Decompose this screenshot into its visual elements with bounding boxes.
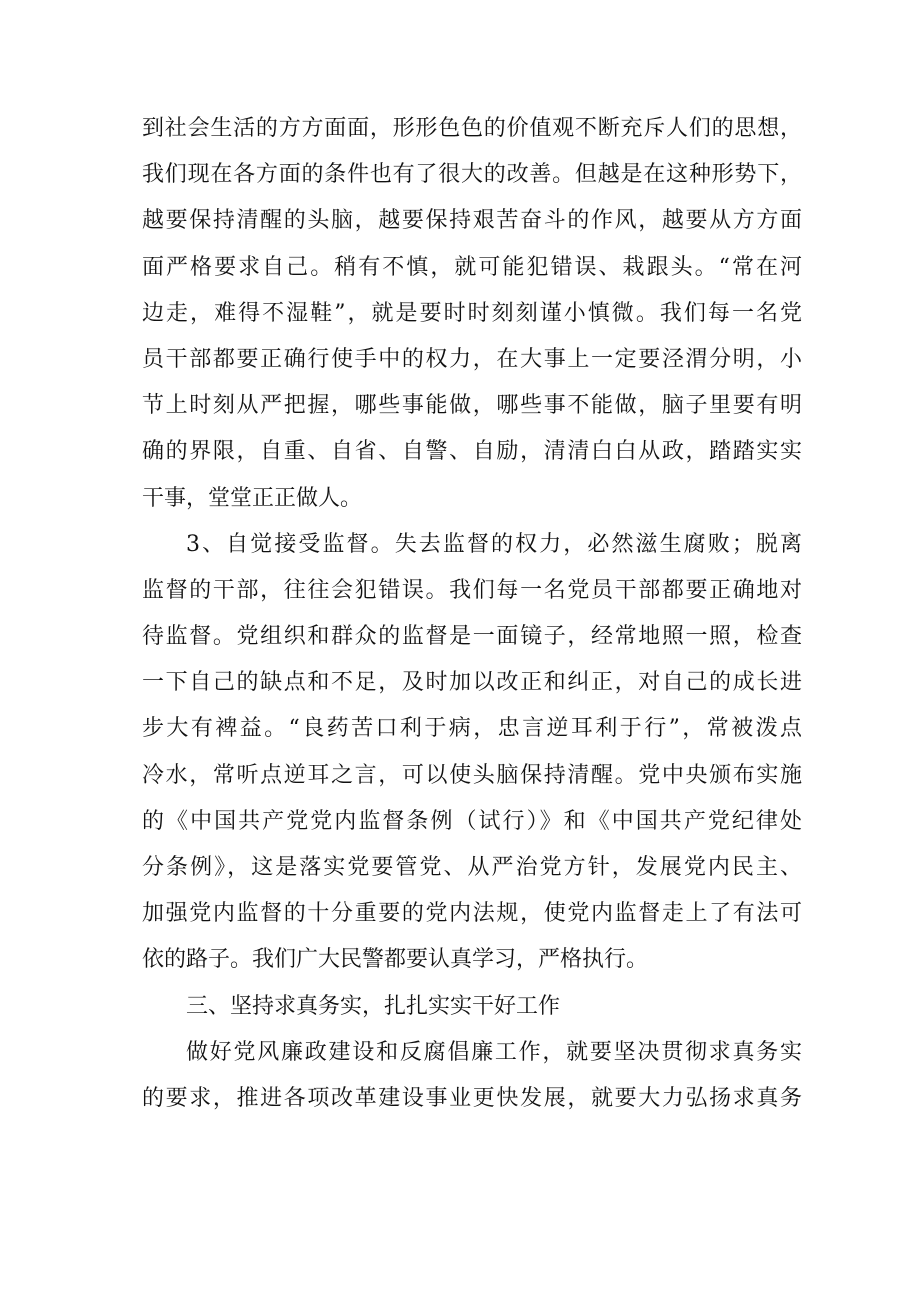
text-line: 的要求，推进各项改革建设事业更快发展，就要大力弘扬求真务 <box>142 1085 802 1111</box>
text-line: 越要保持清醒的头脑，越要保持艰苦奋斗的作风，越要从方方面 <box>142 208 802 234</box>
text-line: 边走，难得不湿鞋”，就是要时时刻刻谨小慎微。我们每一名党 <box>142 300 802 326</box>
text-line: 加强党内监督的十分重要的党内法规，使党内监督走上了有法可 <box>142 901 802 927</box>
text-line: 的《中国共产党党内监督条例（试行）》和《中国共产党纪律处 <box>142 808 802 834</box>
paragraph-end-line: 干事，堂堂正正做人。 <box>142 485 363 511</box>
text-line: 分条例》，这是落实党要管党、从严治党方针，发展党内民主、 <box>142 855 802 880</box>
text-line: 监督的干部，往往会犯错误。我们每一名党员干部都要正确地对 <box>142 577 802 603</box>
text-line: 一下自己的缺点和不足，及时加以改正和纠正，对自己的成长进 <box>142 670 802 696</box>
paragraph-end-line: 依的路子。我们广大民警都要认真学习，严格执行。 <box>142 947 649 973</box>
text-line: 做好党风廉政建设和反腐倡廉工作，就要坚决贯彻求真务实 <box>186 1039 802 1065</box>
body-text <box>142 106 802 1122</box>
text-line: 节上时刻从严把握，哪些事能做，哪些事不能做，脑子里要有明 <box>142 393 802 419</box>
text-line: 到社会生活的方方面面，形形色色的价值观不断充斥人们的思想， <box>142 116 802 141</box>
text-line: 步大有裨益。“良药苦口利于病，忠言逆耳利于行”，常被泼点 <box>142 716 802 742</box>
text-line: 面严格要求自己。稍有不慎，就可能犯错误、栽跟头。“常在河 <box>142 254 802 280</box>
text-line: 我们现在各方面的条件也有了很大的改善。但越是在这种形势下， <box>142 162 802 188</box>
text-line: 3、自觉接受监督。失去监督的权力，必然滋生腐败；脱离 <box>186 531 802 557</box>
text-line: 员干部都要正确行使手中的权力，在大事上一定要泾渭分明，小 <box>142 346 802 372</box>
text-line: 待监督。党组织和群众的监督是一面镜子，经常地照一照，检查 <box>142 624 802 650</box>
section-heading: 三、坚持求真务实，扎扎实实干好工作 <box>186 993 561 1019</box>
text-line: 确的界限，自重、自省、自警、自励，清清白白从政，踏踏实实 <box>142 439 802 465</box>
text-line: 冷水，常听点逆耳之言，可以使头脑保持清醒。党中央颁布实施 <box>142 762 802 788</box>
